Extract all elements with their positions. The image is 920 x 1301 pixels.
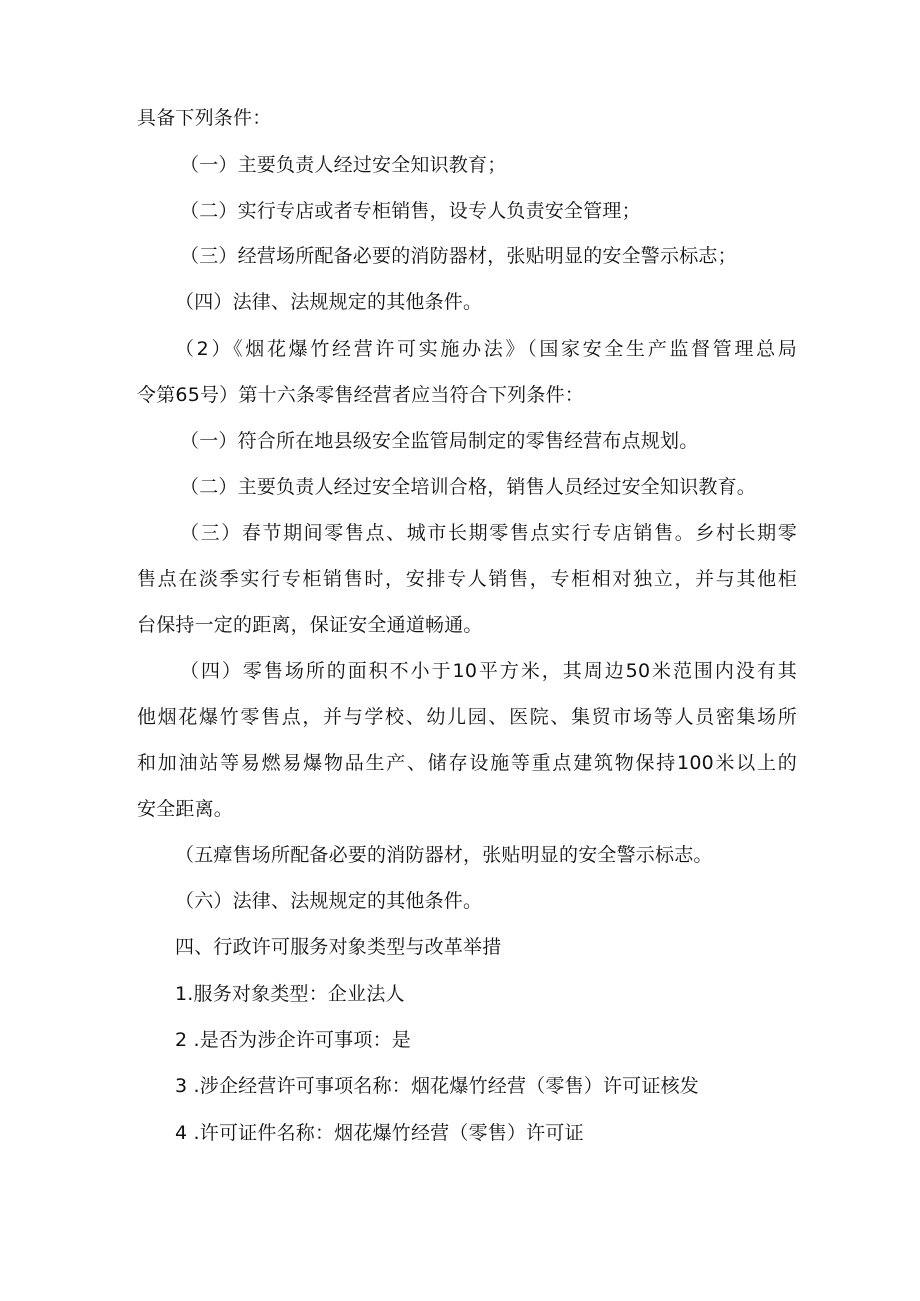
text-line-retail-item-4-cont-2: 和加油站等易燃易爆物品生产、储存设施等重点建筑物保持100米以上的 xyxy=(137,752,797,774)
text-line-license-name: 4 .许可证件名称：烟花爆竹经营（零售）许可证 xyxy=(175,1122,584,1144)
text-line-retail-item-4-cont-3: 安全距离。 xyxy=(137,798,234,820)
text-line-item-3: （三）经营场所配备必要的消防器材，张贴明显的安全警示标志； xyxy=(180,245,737,267)
text-line-retail-item-3-cont-2: 台保持一定的距离，保证安全通道畅通。 xyxy=(137,614,483,636)
text-line-conditions-intro: 具备下列条件： xyxy=(137,107,272,129)
text-line-service-object-type: 1.服务对象类型：企业法人 xyxy=(175,983,405,1005)
text-line-retail-item-1: （一）符合所在地县级安全监管局制定的零售经营布点规划。 xyxy=(180,430,699,452)
text-line-retail-item-6: （六）法律、法规规定的其他条件。 xyxy=(175,890,483,912)
text-line-retail-item-2: （二）主要负责人经过安全培训合格，销售人员经过安全知识教育。 xyxy=(180,476,757,498)
text-line-item-2: （二）实行专店或者专柜销售，设专人负责安全管理； xyxy=(180,200,641,222)
text-line-item-4: （四）法律、法规规定的其他条件。 xyxy=(175,291,483,313)
text-line-regulation-title: （2）《烟花爆竹经营许可实施办法》（国家安全生产监督管理总局 xyxy=(175,338,797,360)
text-line-retail-item-3-cont-1: 售点在淡季实行专柜销售时，安排专人销售，专柜相对独立，并与其他柜 xyxy=(137,568,797,590)
text-line-retail-item-4: （四）零售场所的面积不小于10平方米，其周边50米范围内没有其 xyxy=(180,660,797,682)
text-line-permit-item-name: 3 .涉企经营许可事项名称：烟花爆竹经营（零售）许可证核发 xyxy=(175,1075,699,1097)
text-line-retail-item-5: （五瘴售场所配备必要的消防器材，张贴明显的安全警示标志。 xyxy=(175,844,713,866)
text-line-enterprise-permit: 2 .是否为涉企许可事项：是 xyxy=(175,1029,411,1051)
text-line-item-1: （一）主要负责人经过安全知识教育； xyxy=(180,154,507,176)
text-line-regulation-title-cont: 令第65号）第十六条零售经营者应当符合下列条件： xyxy=(137,384,584,406)
section-heading-four: 四、行政许可服务对象类型与改革举措 xyxy=(175,936,502,958)
text-line-retail-item-4-cont-1: 他烟花爆竹零售点，并与学校、幼儿园、医院、集贸市场等人员密集场所 xyxy=(137,706,797,728)
text-line-retail-item-3: （三）春节期间零售点、城市长期零售点实行专店销售。乡村长期零 xyxy=(180,522,797,544)
